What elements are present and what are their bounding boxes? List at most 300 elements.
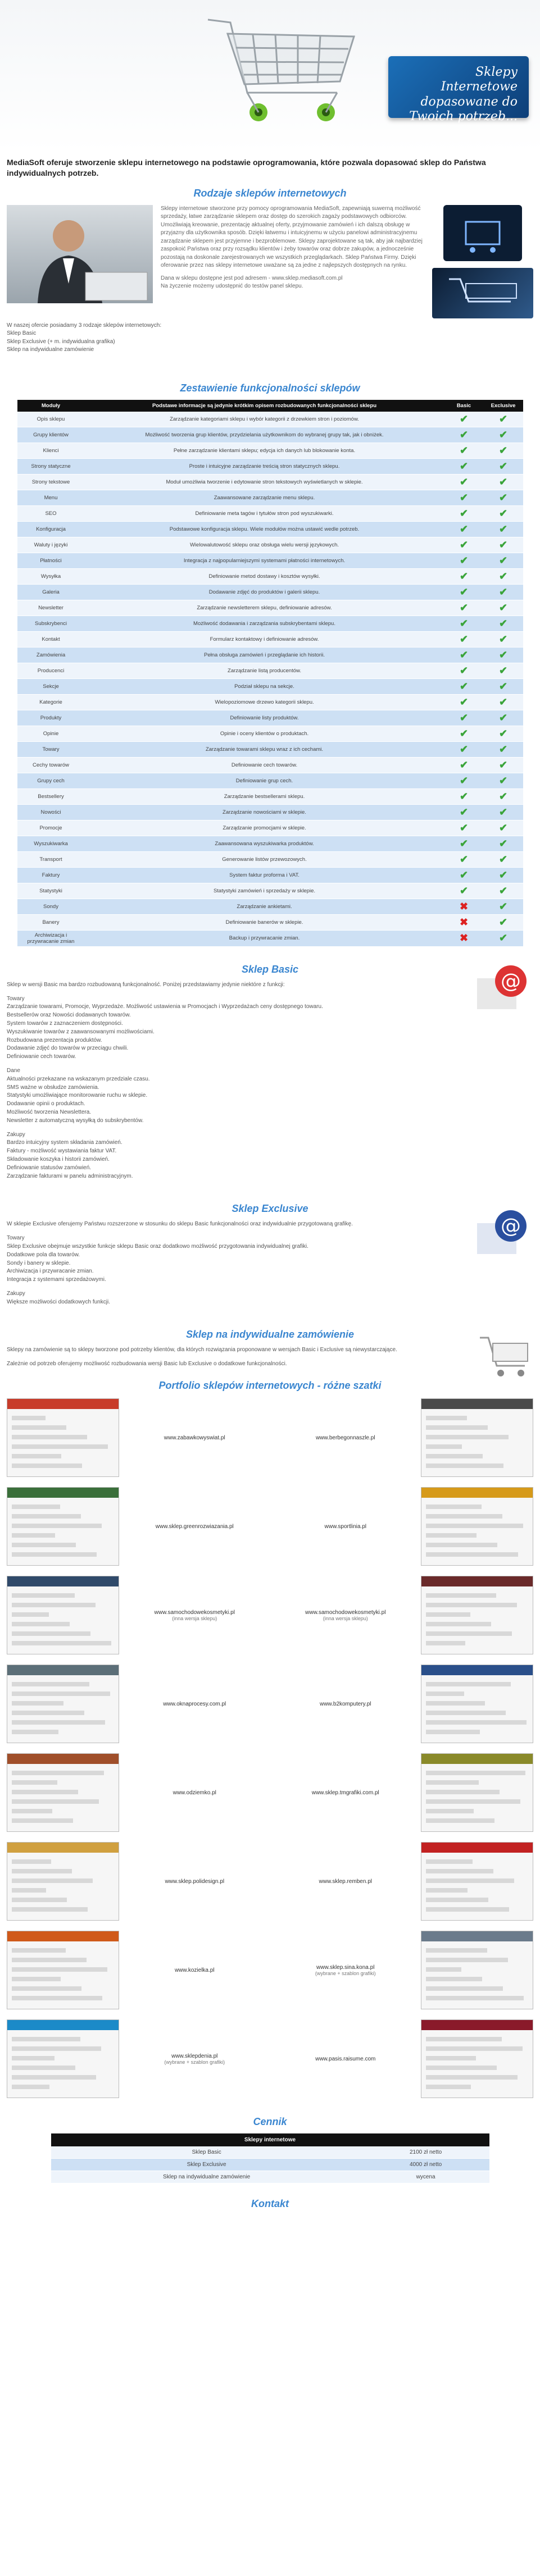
basic-cell bbox=[444, 883, 484, 899]
price-name: Sklep na indywidualne zamówienie bbox=[51, 2171, 362, 2183]
price-name: Sklep Exclusive bbox=[51, 2159, 362, 2171]
portfolio-caption bbox=[125, 1790, 265, 1796]
basic-cell bbox=[444, 663, 484, 678]
portfolio-url[interactable]: www.sklep.tmgrafiki.com.pl bbox=[311, 1789, 379, 1796]
check-icon: ✔ bbox=[498, 570, 508, 582]
portfolio-screenshot bbox=[7, 1931, 119, 2009]
basic-cell bbox=[444, 600, 484, 615]
module-description: Zarządzanie promocjami w sklepie. bbox=[85, 820, 444, 836]
cross-icon: ✖ bbox=[459, 916, 469, 928]
basic-cell bbox=[444, 694, 484, 710]
check-icon: ✔ bbox=[459, 869, 469, 881]
package-paragraph: Sklep w wersji Basic ma bardzo rozbudowaną funkcjonalność. Poniżej przedstawiamy jedynie niektóre z funkcji: bbox=[7, 981, 285, 988]
module-description: Integracja z najpopularniejszymi systemami płatności internetowych. bbox=[85, 553, 444, 568]
module-name: Waluty i języki bbox=[17, 537, 85, 553]
portfolio-caption bbox=[125, 1879, 265, 1885]
module-description: Formularz kontaktowy i definiowanie adresów. bbox=[85, 631, 444, 647]
banner-line-2: dopasowane do bbox=[420, 94, 518, 109]
module-description: Definiowanie cech towarów. bbox=[85, 757, 444, 773]
exclusive-cell bbox=[484, 820, 523, 836]
portfolio-screenshot bbox=[421, 1576, 533, 1654]
price-name: Sklep Basic bbox=[51, 2146, 362, 2159]
check-icon: ✔ bbox=[459, 617, 469, 629]
module-description: Możliwość tworzenia grup klientów, przydzielania użytkownikom do wybranej grupy tak, jak i obniżek. bbox=[85, 427, 444, 443]
exclusive-cell bbox=[484, 412, 523, 427]
section-title-kontakt: Kontakt bbox=[251, 2198, 289, 2210]
table-row bbox=[17, 537, 523, 553]
check-icon: ✔ bbox=[498, 727, 508, 739]
portfolio-url[interactable]: www.b2komputery.pl bbox=[319, 1700, 371, 1707]
table-row bbox=[17, 443, 523, 458]
basic-cell bbox=[444, 914, 484, 930]
table-header: Podstawe informacje są jedynie krótkim opisem rozbudowanych funkcjonalności sklepu bbox=[85, 400, 444, 412]
check-icon: ✔ bbox=[498, 932, 508, 944]
portfolio-url[interactable]: www.sklep.remben.pl bbox=[319, 1878, 372, 1885]
check-icon: ✔ bbox=[459, 664, 469, 676]
portfolio-url[interactable]: www.odziemko.pl bbox=[173, 1789, 216, 1796]
check-icon: ✔ bbox=[498, 633, 508, 645]
package-paragraph: W sklepie Exclusive oferujemy Państwu rozszerzone w stosunku do sklepu Basic funkcjonalności oraz indywidualnie przygotowaną grafikę. bbox=[7, 1221, 353, 1228]
module-description: Proste i intuicyjne zarządzanie treścią stron statycznych sklepu. bbox=[85, 458, 444, 474]
exclusive-cell bbox=[484, 883, 523, 899]
section-title-func: Zestawienie funkcjonalności sklepów bbox=[180, 382, 360, 394]
exclusive-section bbox=[0, 1215, 540, 1312]
portfolio-screenshot bbox=[7, 1487, 119, 1566]
indywidualne-section bbox=[0, 1346, 540, 1369]
table-row bbox=[17, 600, 523, 615]
module-name: Strony statyczne bbox=[17, 458, 85, 474]
check-icon: ✔ bbox=[498, 601, 508, 613]
portfolio-screenshot bbox=[7, 1398, 119, 1477]
check-icon: ✔ bbox=[459, 460, 469, 472]
check-icon: ✔ bbox=[498, 869, 508, 881]
module-description: Opinie i oceny klientów o produktach. bbox=[85, 726, 444, 741]
check-icon: ✔ bbox=[498, 428, 508, 440]
module-description: Zarządzanie newsletterem sklepu, definiowanie adresów. bbox=[85, 600, 444, 615]
intro-text: MediaSoft oferuje stworzenie sklepu internetowego na podstawie oprogramowania, które pozwala dopasować sklep do Państwa indywidualnych potrzeb. bbox=[7, 158, 486, 177]
check-icon: ✔ bbox=[498, 507, 508, 519]
check-icon: ✔ bbox=[459, 476, 469, 487]
check-icon: ✔ bbox=[459, 790, 469, 802]
hero-banner bbox=[388, 56, 529, 124]
module-name: Faktury bbox=[17, 867, 85, 883]
table-row bbox=[17, 553, 523, 568]
check-icon: ✔ bbox=[459, 523, 469, 535]
portfolio-caption bbox=[125, 1967, 265, 1973]
portfolio-url[interactable]: www.sportlinia.pl bbox=[324, 1523, 366, 1530]
section-title-cennik: Cennik bbox=[253, 2116, 287, 2128]
basic-cell bbox=[444, 490, 484, 505]
module-name: Nowości bbox=[17, 804, 85, 820]
check-icon: ✔ bbox=[498, 837, 508, 849]
basic-cell bbox=[444, 804, 484, 820]
portfolio-url[interactable]: www.oknaprocesy.com.pl bbox=[163, 1700, 226, 1707]
table-row bbox=[17, 615, 523, 631]
portfolio-grid bbox=[0, 1397, 540, 2099]
portfolio-caption bbox=[125, 1524, 265, 1530]
package-paragraph: Dane Aktualności przekazane na wskazanym przedziale czasu. SMS ważne w obsłudze zamówienia. Statystyki umożliwiające monitorowanie ruchu w sklepie. Dodawanie opinii o produktach. Możliwość tworzenia Newslettera. Newsletter z automatyczną wysyłką do subskrybentów. bbox=[7, 1067, 150, 1124]
rodzaje-paragraph-1: Sklepy internetowe stworzone przy pomocy oprogramowania MediaSoft, zapewniają suwerną możliwość sprzedaży, łatwe zarządzanie sklepem oraz dostęp do szerokich zagaży podstawowych odbiorców. Umożliwiają kreowanie, prezentację aktualnej oferty, przyjmowanie zamówień i ich dalszą obsługę w przyjazny dla użytkownika sposób. Dzięki łatwemu i intuicyjnemu w użyciu panelowi administracyjnemu zarządzanie sklepem jest przyjemne i bezproblemowe. Sklepy zaprojektowane są tak, aby jak najbardziej zaspokoić Państwa oraz przy rozsądku klientów i żeby towarów oraz dobrze zakupów, a jednocześnie pozostają na doskonale zarejestrowanych we wszystkich przeglądarkach. Sklep Państwa Firmy. Dzięki oferowanie przez nas sklepy internetowe uważane są za jedne z najlepszych dostępnych na rynku. bbox=[161, 205, 423, 269]
basic-cell bbox=[444, 631, 484, 647]
exclusive-cell bbox=[484, 427, 523, 443]
exclusive-cell bbox=[484, 836, 523, 851]
exclusive-cell bbox=[484, 647, 523, 663]
dark-cart-graphic bbox=[432, 268, 533, 318]
basic-cell bbox=[444, 427, 484, 443]
portfolio-sub: (inna wersja sklepu) bbox=[172, 1615, 217, 1621]
portfolio-caption bbox=[276, 1610, 416, 1621]
basic-cell bbox=[444, 757, 484, 773]
table-row bbox=[17, 490, 523, 505]
basic-cell bbox=[444, 568, 484, 584]
portfolio-caption bbox=[276, 1790, 416, 1796]
module-name: Sekcje bbox=[17, 678, 85, 694]
portfolio-url[interactable]: www.zabawkowyswiat.pl bbox=[164, 1434, 225, 1441]
exclusive-cell bbox=[484, 490, 523, 505]
module-description: Backup i przywracanie zmian. bbox=[85, 930, 444, 946]
portfolio-item bbox=[7, 1841, 265, 1922]
check-icon: ✔ bbox=[498, 617, 508, 629]
check-icon: ✔ bbox=[498, 806, 508, 818]
table-row bbox=[51, 2146, 489, 2159]
section-title-portfolio: Portfolio sklepów internetowych - różne szatki bbox=[158, 1380, 382, 1392]
exclusive-cell bbox=[484, 663, 523, 678]
basic-cell bbox=[444, 584, 484, 600]
check-icon: ✔ bbox=[498, 554, 508, 566]
exclusive-cell bbox=[484, 615, 523, 631]
basic-cell bbox=[444, 647, 484, 663]
module-name: Archiwizacja i przywracanie zmian bbox=[17, 930, 85, 946]
exclusive-cell bbox=[484, 568, 523, 584]
portfolio-screenshot bbox=[7, 1753, 119, 1832]
table-row bbox=[17, 741, 523, 757]
cross-icon: ✖ bbox=[459, 900, 469, 912]
module-name: Subskrybenci bbox=[17, 615, 85, 631]
portfolio-caption bbox=[276, 1524, 416, 1530]
portfolio-url[interactable]: www.samochodowekosmetyki.pl bbox=[154, 1609, 235, 1616]
banner-line-3: Twoich potrzeb... bbox=[409, 110, 518, 124]
module-description: Pełna obsługa zamówień i przeglądanie ich historii. bbox=[85, 647, 444, 663]
package-paragraph: Towary Sklep Exclusive obejmuje wszystkie funkcje sklepu Basic oraz dodatkowo możliwość przygotowania indywidualnej grafiki. Dodatkowe pola dla towarów. Sondy i banery w sklepie. Archiwizacja i przywracanie zmian. Integracja z systemami sprzedażowymi. bbox=[7, 1235, 308, 1283]
basic-cell bbox=[444, 615, 484, 631]
list-item: Sklep na indywidualne zamówienie bbox=[7, 346, 94, 353]
portfolio-sub: (inna wersja sklepu) bbox=[323, 1615, 368, 1621]
table-row bbox=[17, 820, 523, 836]
table-row bbox=[17, 851, 523, 867]
price-value: 4000 zł netto bbox=[362, 2159, 489, 2171]
table-row bbox=[17, 757, 523, 773]
check-icon: ✔ bbox=[459, 680, 469, 692]
basic-cell bbox=[444, 521, 484, 537]
module-name: Wyszukiwarka bbox=[17, 836, 85, 851]
check-icon: ✔ bbox=[459, 444, 469, 456]
exclusive-cell bbox=[484, 899, 523, 914]
table-row bbox=[17, 568, 523, 584]
portfolio-screenshot bbox=[7, 1842, 119, 1921]
portfolio-caption bbox=[276, 1701, 416, 1707]
check-icon: ✔ bbox=[459, 806, 469, 818]
at-sign-icon bbox=[471, 959, 533, 1020]
module-description: Zarządzanie bestsellerami sklepu. bbox=[85, 788, 444, 804]
basic-cell bbox=[444, 773, 484, 788]
portfolio-url[interactable]: www.sklepdenia.pl bbox=[171, 2053, 218, 2059]
check-icon: ✔ bbox=[459, 884, 469, 896]
cross-icon: ✖ bbox=[459, 932, 469, 944]
module-name: Statystyki bbox=[17, 883, 85, 899]
check-icon: ✔ bbox=[498, 539, 508, 550]
module-description: Zarządzanie listą producentów. bbox=[85, 663, 444, 678]
check-icon: ✔ bbox=[459, 727, 469, 739]
basic-cell bbox=[444, 412, 484, 427]
check-icon: ✔ bbox=[498, 586, 508, 598]
table-row bbox=[17, 836, 523, 851]
table-row bbox=[17, 914, 523, 930]
check-icon: ✔ bbox=[498, 476, 508, 487]
basic-cell bbox=[444, 867, 484, 883]
portfolio-item bbox=[7, 1930, 265, 2010]
portfolio-item bbox=[7, 1752, 265, 1833]
portfolio-screenshot bbox=[421, 2019, 533, 2098]
module-name: Konfiguracja bbox=[17, 521, 85, 537]
check-icon: ✔ bbox=[459, 601, 469, 613]
basic-cell bbox=[444, 930, 484, 946]
module-description: Statystyki zamówień i sprzedaży w sklepie. bbox=[85, 883, 444, 899]
exclusive-cell bbox=[484, 726, 523, 741]
exclusive-cell bbox=[484, 521, 523, 537]
module-description: Definiowanie grup cech. bbox=[85, 773, 444, 788]
basic-cell bbox=[444, 537, 484, 553]
portfolio-caption bbox=[276, 2056, 416, 2062]
module-name: Kategorie bbox=[17, 694, 85, 710]
exclusive-cell bbox=[484, 443, 523, 458]
module-name: Bestsellery bbox=[17, 788, 85, 804]
portfolio-url[interactable]: www.samochodowekosmetyki.pl bbox=[305, 1609, 386, 1616]
list-intro: W naszej ofercie posiadamy 3 rodzaje sklepów internetowych: bbox=[7, 322, 162, 329]
module-name: Grupy klientów bbox=[17, 427, 85, 443]
check-icon: ✔ bbox=[459, 837, 469, 849]
exclusive-cell bbox=[484, 867, 523, 883]
portfolio-sub: (wybrane + szablon grafiki) bbox=[164, 2059, 225, 2065]
module-description: Zarządzanie nowościami w sklepie. bbox=[85, 804, 444, 820]
module-name: Kontakt bbox=[17, 631, 85, 647]
portfolio-item bbox=[276, 1752, 534, 1833]
module-name: Towary bbox=[17, 741, 85, 757]
portfolio-caption bbox=[276, 1964, 416, 1976]
module-description: Zarządzanie towarami sklepu wraz z ich cechami. bbox=[85, 741, 444, 757]
rodzaje-description bbox=[161, 205, 424, 318]
table-row bbox=[17, 678, 523, 694]
exclusive-cell bbox=[484, 505, 523, 521]
portfolio-caption bbox=[125, 2053, 265, 2065]
table-row bbox=[17, 458, 523, 474]
exclusive-cell bbox=[484, 710, 523, 726]
price-value: wycena bbox=[362, 2171, 489, 2183]
exclusive-cell bbox=[484, 804, 523, 820]
module-name: Płatności bbox=[17, 553, 85, 568]
portfolio-item bbox=[7, 2018, 265, 2099]
indyw-paragraph-1: Sklepy na zamówienie są to sklepy tworzone pod potrzeby klientów, dla których rozwiązania proponowane w wersjach Basic i Exclusive są niewystarczające. bbox=[7, 1347, 397, 1353]
portfolio-url[interactable]: www.pasis.raisume.com bbox=[315, 2055, 376, 2062]
check-icon: ✔ bbox=[498, 649, 508, 660]
exclusive-cell bbox=[484, 757, 523, 773]
module-description: Definiowanie listy produktów. bbox=[85, 710, 444, 726]
package-paragraph: Zakupy Bardzo intuicyjny system składania zamówień. Faktury - możliwość wystawiania faktur VAT. Składowanie koszyka i historii zamówień. Definiowanie statusów zamówień. Zarządzanie fakturami w panelu administracyjnym. bbox=[7, 1131, 133, 1179]
portfolio-item bbox=[276, 1575, 534, 1656]
portfolio-url[interactable]: www.sklep.polidesign.pl bbox=[165, 1878, 225, 1885]
exclusive-cell bbox=[484, 773, 523, 788]
table-row bbox=[17, 867, 523, 883]
function-table bbox=[17, 400, 523, 947]
check-icon: ✔ bbox=[498, 900, 508, 912]
check-icon: ✔ bbox=[498, 822, 508, 833]
module-name: Opis sklepu bbox=[17, 412, 85, 427]
module-description: Zaawansowane zarządzanie menu sklepu. bbox=[85, 490, 444, 505]
portfolio-item bbox=[276, 1663, 534, 1744]
table-row bbox=[51, 2159, 489, 2171]
check-icon: ✔ bbox=[498, 460, 508, 472]
module-description: Definiowanie metod dostawy i kosztów wysyłki. bbox=[85, 568, 444, 584]
module-description: Możliwość dodawania i zarządzania subskrybentami sklepu. bbox=[85, 615, 444, 631]
check-icon: ✔ bbox=[459, 491, 469, 503]
svg-text:@: @ bbox=[501, 1215, 521, 1238]
at-sign-icon bbox=[471, 1203, 533, 1265]
check-icon: ✔ bbox=[498, 916, 508, 928]
portfolio-caption bbox=[276, 1435, 416, 1441]
module-name: Zamówienia bbox=[17, 647, 85, 663]
module-description: Zarządzanie ankietami. bbox=[85, 899, 444, 914]
table-row bbox=[51, 2171, 489, 2183]
check-icon: ✔ bbox=[498, 696, 508, 708]
portfolio-caption bbox=[276, 1879, 416, 1885]
exclusive-cell bbox=[484, 788, 523, 804]
portfolio-item bbox=[276, 1486, 534, 1567]
portfolio-item bbox=[276, 2018, 534, 2099]
portfolio-sub: (wybrane + szablon grafiki) bbox=[315, 1970, 376, 1976]
section-title-rodzaje: Rodzaje sklepów internetowych bbox=[193, 187, 347, 199]
portfolio-item bbox=[7, 1575, 265, 1656]
check-icon: ✔ bbox=[459, 759, 469, 770]
check-icon: ✔ bbox=[459, 696, 469, 708]
table-row bbox=[17, 710, 523, 726]
check-icon: ✔ bbox=[459, 743, 469, 755]
module-name: Opinie bbox=[17, 726, 85, 741]
module-name: Produkty bbox=[17, 710, 85, 726]
module-name: Transport bbox=[17, 851, 85, 867]
portfolio-screenshot bbox=[421, 1931, 533, 2009]
table-header: Moduły bbox=[17, 400, 85, 412]
portfolio-caption bbox=[125, 1435, 265, 1441]
exclusive-cell bbox=[484, 600, 523, 615]
exclusive-cell bbox=[484, 930, 523, 946]
check-icon: ✔ bbox=[459, 586, 469, 598]
module-name: Sondy bbox=[17, 899, 85, 914]
check-icon: ✔ bbox=[459, 554, 469, 566]
portfolio-screenshot bbox=[421, 1665, 533, 1743]
portfolio-item bbox=[7, 1663, 265, 1744]
table-row bbox=[17, 663, 523, 678]
exclusive-cell bbox=[484, 584, 523, 600]
portfolio-item bbox=[276, 1841, 534, 1922]
table-row bbox=[17, 788, 523, 804]
cart-icon bbox=[471, 1324, 533, 1385]
table-row bbox=[17, 505, 523, 521]
shopping-cart-icon bbox=[197, 8, 365, 138]
portfolio-url[interactable]: www.sklep.sina.kona.pl bbox=[316, 1964, 375, 1971]
exclusive-cell bbox=[484, 474, 523, 490]
exclusive-cell bbox=[484, 741, 523, 757]
exclusive-cell bbox=[484, 631, 523, 647]
module-name: Grupy cech bbox=[17, 773, 85, 788]
module-description: Definiowanie meta tagów i tytułów stron pod wyszukiwarki. bbox=[85, 505, 444, 521]
basic-cell bbox=[444, 443, 484, 458]
table-row bbox=[17, 647, 523, 663]
businessman-laptop-photo bbox=[7, 205, 153, 303]
basic-cell bbox=[444, 820, 484, 836]
hero bbox=[0, 0, 540, 152]
module-name: Strony tekstowe bbox=[17, 474, 85, 490]
check-icon: ✔ bbox=[459, 822, 469, 833]
list-item: Sklep Basic bbox=[7, 330, 37, 337]
basic-cell bbox=[444, 788, 484, 804]
basic-cell bbox=[444, 474, 484, 490]
exclusive-cell bbox=[484, 694, 523, 710]
basic-cell bbox=[444, 458, 484, 474]
check-icon: ✔ bbox=[498, 680, 508, 692]
exclusive-cell bbox=[484, 553, 523, 568]
table-header: Exclusive bbox=[484, 400, 523, 412]
check-icon: ✔ bbox=[459, 712, 469, 723]
module-description: Zaawansowana wyszukiwarka produktów. bbox=[85, 836, 444, 851]
module-name: Menu bbox=[17, 490, 85, 505]
table-row bbox=[17, 584, 523, 600]
check-icon: ✔ bbox=[459, 428, 469, 440]
basic-cell bbox=[444, 726, 484, 741]
check-icon: ✔ bbox=[498, 743, 508, 755]
list-item: Sklep Exclusive (+ m. indywidualna grafika) bbox=[7, 338, 115, 345]
portfolio-item bbox=[7, 1486, 265, 1567]
basic-cell bbox=[444, 505, 484, 521]
check-icon: ✔ bbox=[498, 664, 508, 676]
table-row bbox=[17, 804, 523, 820]
portfolio-item bbox=[7, 1397, 265, 1478]
module-description: Dodawanie zdjęć do produktów i galerii sklepu. bbox=[85, 584, 444, 600]
table-row bbox=[17, 899, 523, 914]
module-name: SEO bbox=[17, 505, 85, 521]
check-icon: ✔ bbox=[459, 507, 469, 519]
check-icon: ✔ bbox=[498, 712, 508, 723]
table-row bbox=[17, 631, 523, 647]
portfolio-url[interactable]: www.sklep.greenrozwiazania.pl bbox=[155, 1523, 234, 1530]
package-paragraph: Towary Zarządzanie towarami, Promocje, Wyprzedaże. Możliwość ustawienia w Promocjach i Wyprzedażach ceny dostępnego towaru. Bestsellerów oraz Nowości dodawanych towarów. System towarów z zaznaczeniem dostępności. Wyszukiwanie towarów z zaawansowanymi możliwościami. Rozbudowana prezentacja produktów. Dodawanie zdjęć do towarów w przeciągu chwili. Definiowanie cech towarów. bbox=[7, 995, 323, 1060]
check-icon: ✔ bbox=[459, 649, 469, 660]
basic-cell bbox=[444, 851, 484, 867]
portfolio-screenshot bbox=[7, 1576, 119, 1654]
check-icon: ✔ bbox=[459, 539, 469, 550]
portfolio-screenshot bbox=[421, 1398, 533, 1477]
table-row bbox=[17, 474, 523, 490]
basic-cell bbox=[444, 553, 484, 568]
portfolio-url[interactable]: www.berbegonnaszle.pl bbox=[315, 1434, 375, 1441]
module-description: Zarządzanie kategoriami sklepu i wybór kategorii z drzewkiem stron i poziomów. bbox=[85, 412, 444, 427]
portfolio-screenshot bbox=[421, 1842, 533, 1921]
table-row bbox=[17, 694, 523, 710]
module-name: Newsletter bbox=[17, 600, 85, 615]
exclusive-cell bbox=[484, 678, 523, 694]
check-icon: ✔ bbox=[459, 413, 469, 425]
basic-cell bbox=[444, 710, 484, 726]
portfolio-url[interactable]: www.kozielka.pl bbox=[174, 1967, 215, 1973]
cart-tile-icon bbox=[443, 205, 522, 261]
